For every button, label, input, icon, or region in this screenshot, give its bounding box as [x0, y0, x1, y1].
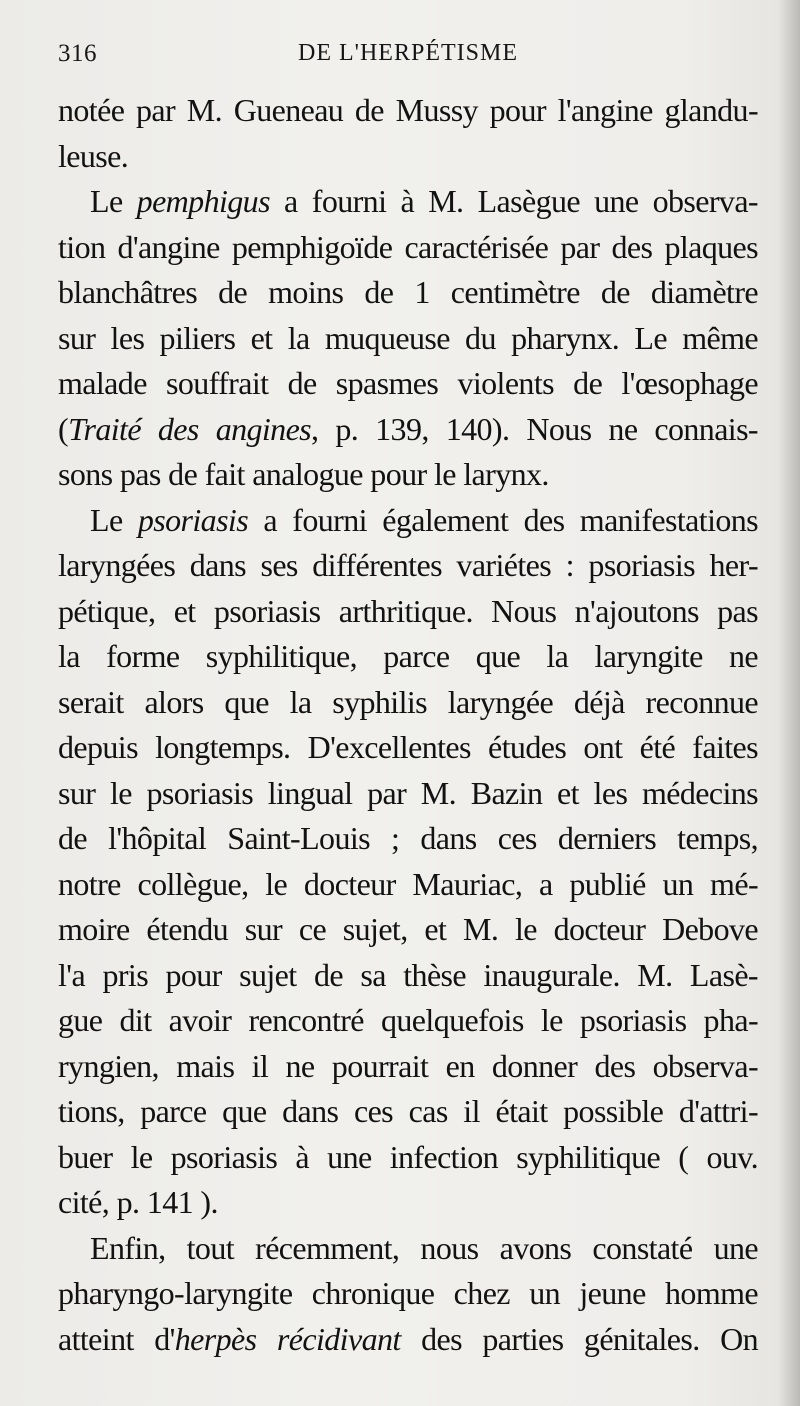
body-text — [58, 88, 758, 1362]
text-segment: depuis longtemps. D'excellentes études ont été faites — [58, 729, 758, 765]
text-line — [58, 1135, 758, 1181]
text-line — [58, 907, 758, 953]
text-line — [58, 771, 758, 817]
text-segment: gue dit avoir rencontré quelquefois le psoriasis pha- — [58, 1002, 758, 1038]
text-segment: pétique, et psoriasis arthritique. Nous n'ajoutons pas — [58, 592, 758, 629]
italic-term: herpès récidivant — [174, 1320, 401, 1357]
text-line — [58, 725, 758, 771]
text-segment: Le — [90, 183, 137, 219]
page-number: 316 — [58, 40, 97, 67]
running-head: DE L'HERPÉTISME — [298, 40, 518, 66]
text-line — [58, 88, 758, 134]
paragraph — [58, 179, 758, 498]
text-line — [58, 998, 758, 1044]
text-segment: sur le psoriasis lingual par M. Bazin et les médecins — [58, 774, 758, 811]
page-edge-shadow — [778, 0, 800, 1406]
text-segment: sur les piliers et la muqueuse du pharynx. Le même — [58, 319, 758, 356]
text-segment: pharyngo-laryngite chronique chez un jeune homme — [58, 1275, 758, 1311]
text-segment: des parties génitales. On — [400, 1320, 758, 1357]
text-line — [58, 634, 758, 680]
paragraph — [58, 1226, 758, 1363]
text-line — [58, 1271, 758, 1317]
text-line — [58, 1226, 758, 1272]
text-line — [58, 1089, 758, 1135]
text-line — [58, 316, 758, 362]
text-line — [58, 452, 758, 498]
text-segment: sons pas de fait analogue pour le larynx. — [58, 456, 549, 492]
text-line — [58, 1317, 758, 1363]
text-segment: serait alors que la syphilis laryngée déjà reconnue — [58, 683, 758, 720]
text-line — [58, 862, 758, 908]
text-line — [58, 1180, 758, 1226]
text-line — [58, 953, 758, 999]
text-segment: malade souffrait de spasmes violents de l'œsophage — [58, 365, 758, 401]
text-line — [58, 134, 758, 180]
text-segment: notre collègue, le docteur Mauriac, a publié un mé- — [58, 865, 758, 902]
text-segment: ( — [58, 410, 69, 447]
italic-term: Traité des angines — [68, 410, 312, 447]
text-segment: cité, p. 141 ). — [58, 1184, 218, 1220]
text-segment: , p. 139, 140). Nous ne connais- — [311, 410, 758, 447]
italic-term: pemphigus — [136, 183, 270, 219]
text-line — [58, 270, 758, 316]
text-segment: l'a pris pour sujet de sa thèse inaugurale. M. Lasè- — [58, 956, 758, 993]
text-line — [58, 361, 758, 407]
text-line — [58, 179, 758, 225]
page-header — [58, 36, 758, 76]
text-line — [58, 589, 758, 635]
text-line — [58, 1044, 758, 1090]
text-line — [58, 816, 758, 862]
text-segment: ryngien, mais il ne pourrait en donner des observa- — [58, 1047, 758, 1084]
text-segment: Le — [90, 501, 138, 538]
text-segment: buer le psoriasis à une infection syphilitique ( ouv. — [58, 1138, 758, 1175]
text-segment: laryngées dans ses différentes variétes : psoriasis her- — [58, 547, 758, 583]
text-segment: blanchâtres de moins de 1 centimètre de diamètre — [58, 274, 758, 310]
text-segment: leuse. — [58, 137, 129, 174]
text-segment: la forme syphilitique, parce que la laryngite ne — [58, 638, 758, 674]
text-line — [58, 225, 758, 271]
text-segment: de l'hôpital Saint-Louis ; dans ces derniers temps, — [58, 820, 758, 856]
text-segment: atteint d' — [58, 1320, 175, 1357]
text-line — [58, 498, 758, 544]
text-segment: a fourni à M. Lasègue une observa- — [269, 183, 758, 219]
text-line — [58, 680, 758, 726]
paragraph — [58, 498, 758, 1226]
text-segment: moire étendu sur ce sujet, et M. le docteur Debove — [58, 911, 758, 947]
italic-term: psoriasis — [137, 501, 249, 538]
text-line — [58, 543, 758, 589]
text-line — [58, 407, 758, 453]
text-segment: tions, parce que dans ces cas il était possible d'attri- — [58, 1093, 758, 1129]
text-segment: tion d'angine pemphigoïde caractérisée par des plaques — [58, 228, 758, 265]
text-segment: notée par M. Gueneau de Mussy pour l'angine glandu- — [58, 92, 758, 128]
paragraph — [58, 88, 758, 179]
text-segment: Enfin, tout récemment, nous avons constaté une — [90, 1229, 758, 1266]
text-segment: a fourni également des manifestations — [248, 501, 759, 538]
